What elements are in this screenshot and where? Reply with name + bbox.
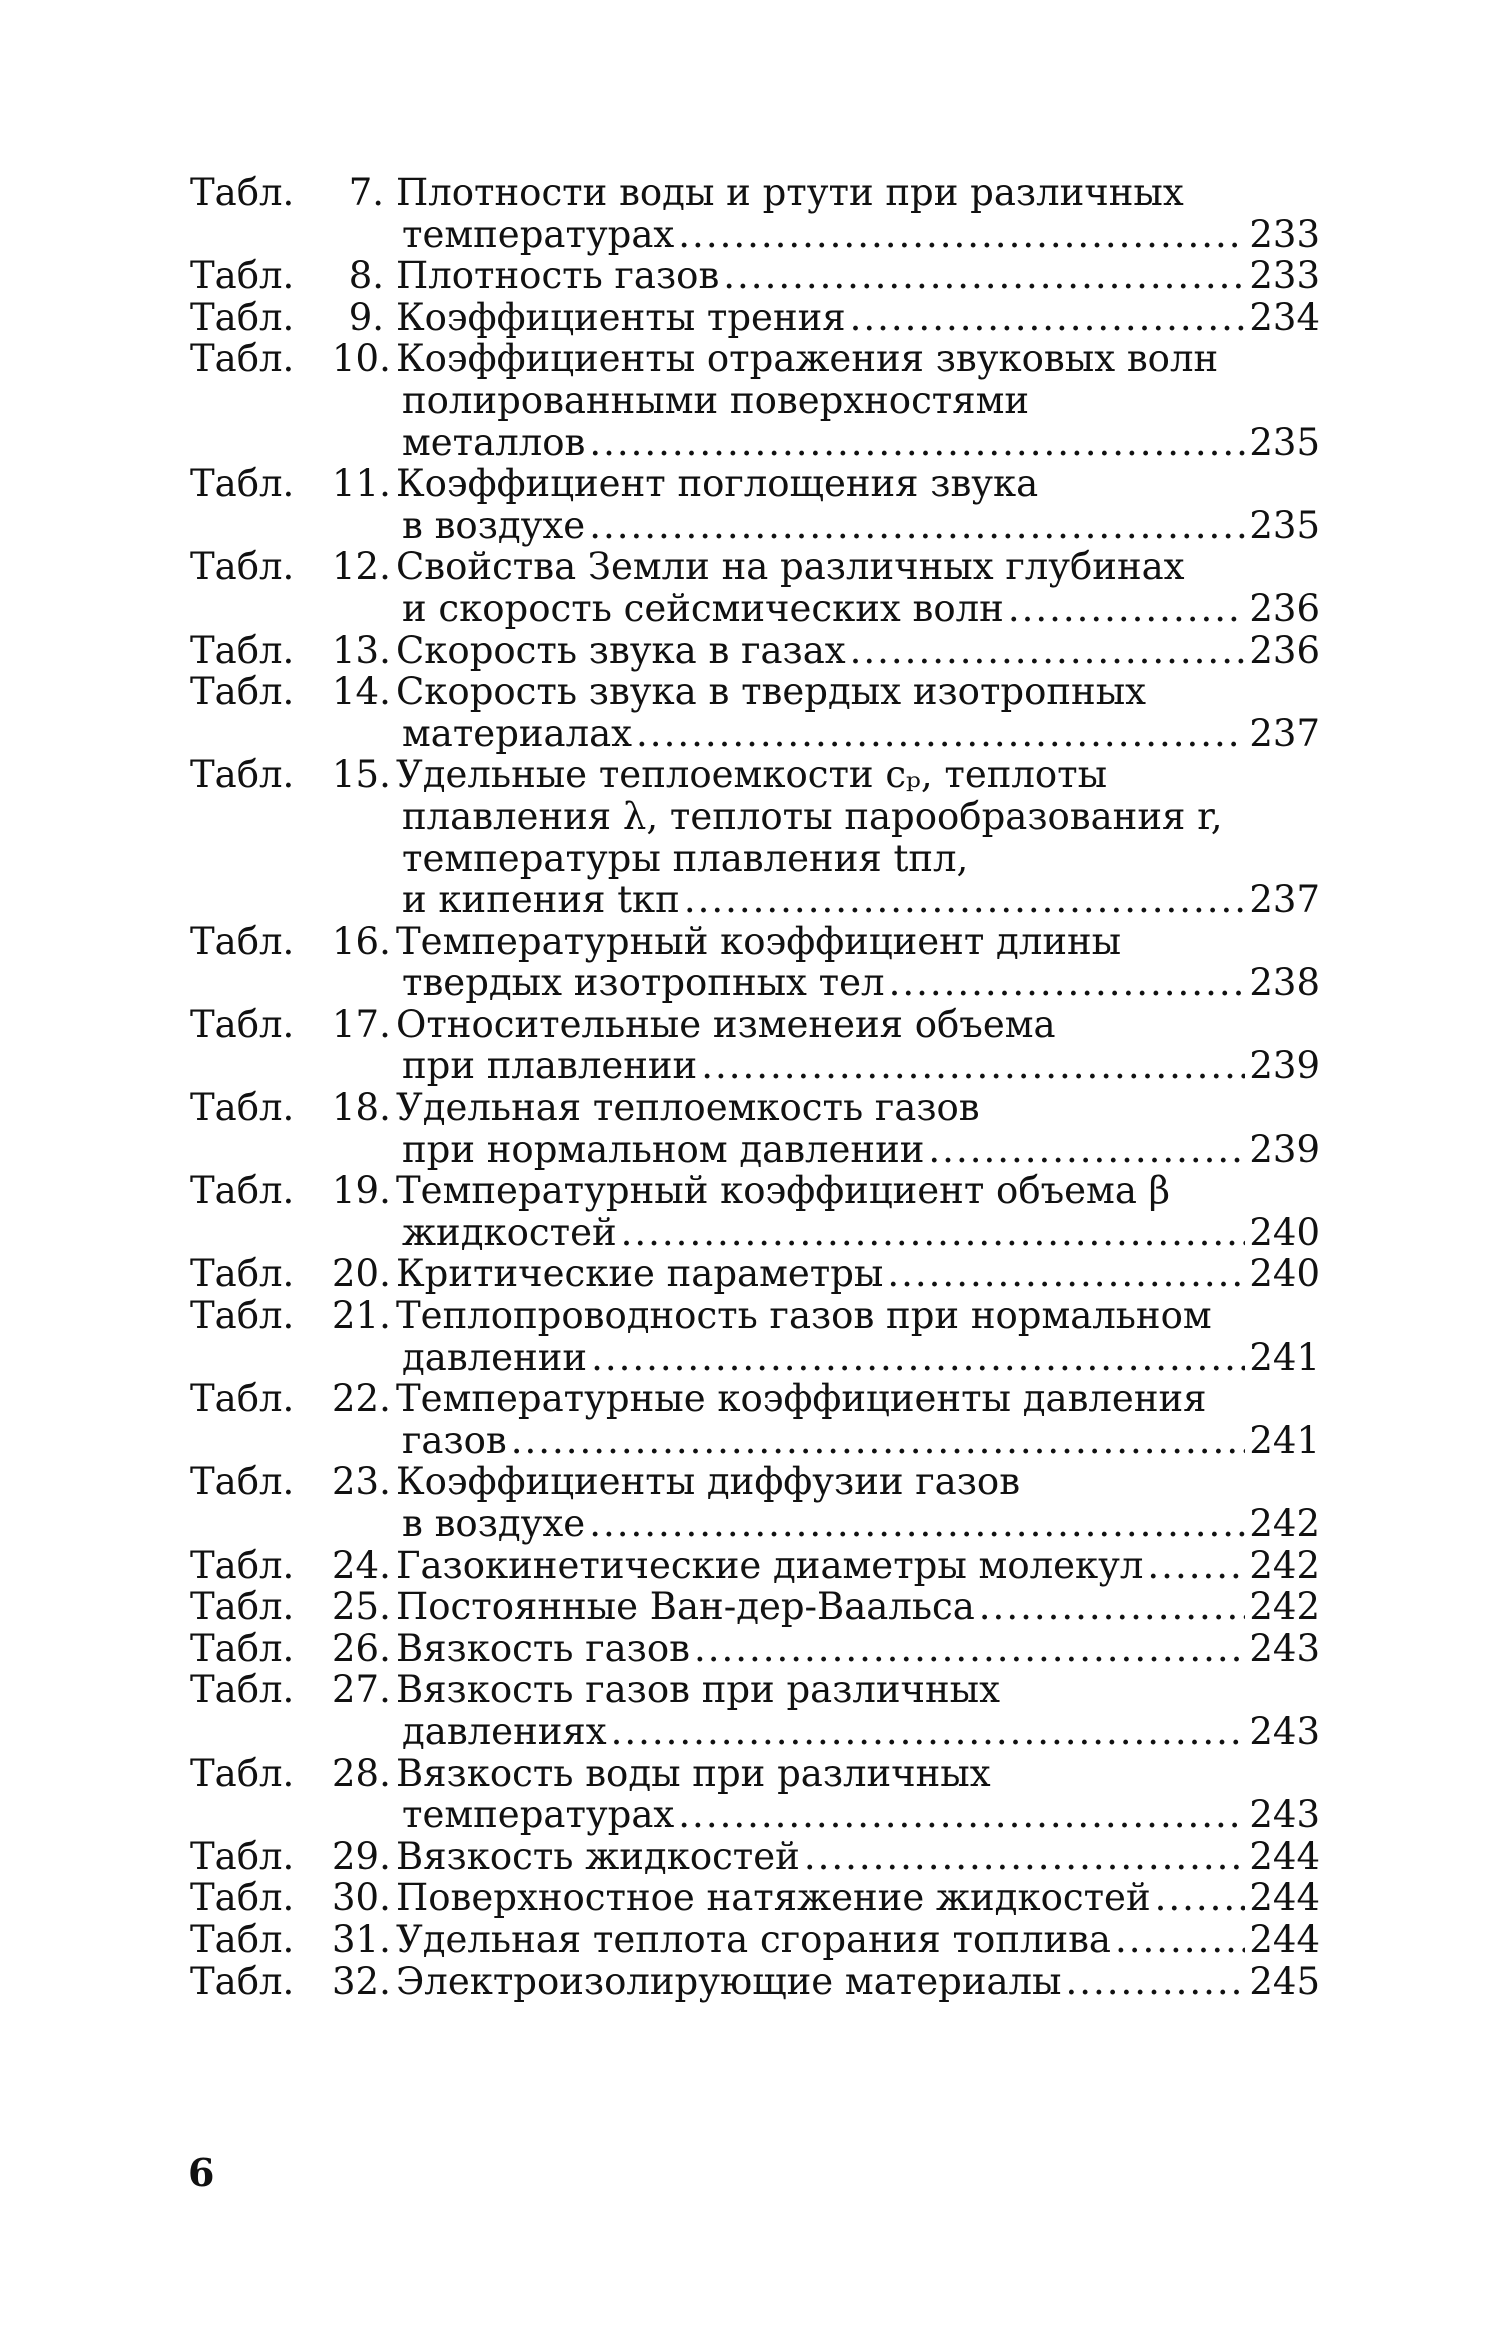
toc-entry[interactable] bbox=[190, 921, 1320, 1004]
toc-entry[interactable] bbox=[190, 1586, 1320, 1628]
toc-entry[interactable] bbox=[190, 1295, 1320, 1378]
dot-leader bbox=[589, 1503, 1245, 1545]
entry-body bbox=[396, 1586, 1320, 1628]
entry-last-line bbox=[396, 214, 1320, 256]
toc-entry[interactable] bbox=[190, 1170, 1320, 1253]
entry-label: Табл. bbox=[190, 545, 295, 589]
entry-last-line bbox=[396, 1545, 1320, 1587]
entry-label: Табл. bbox=[190, 1460, 295, 1504]
entry-page: 240 bbox=[1249, 1210, 1320, 1254]
entry-body bbox=[396, 671, 1320, 754]
entry-number: 16. bbox=[332, 919, 391, 963]
toc-entry[interactable] bbox=[190, 1669, 1320, 1752]
dot-leader bbox=[1008, 588, 1246, 630]
entry-title-line: Температурный коэффициент длины bbox=[396, 919, 1122, 963]
toc-entry[interactable] bbox=[190, 546, 1320, 629]
toc-entry[interactable] bbox=[190, 1877, 1320, 1919]
entry-page: 236 bbox=[1249, 628, 1320, 672]
entry-label: Табл. bbox=[190, 670, 295, 714]
dot-leader bbox=[589, 505, 1245, 547]
entry-body bbox=[396, 172, 1320, 255]
entry-body bbox=[396, 754, 1320, 920]
entry-label: Табл. bbox=[190, 462, 295, 506]
entry-body bbox=[396, 921, 1320, 1004]
toc-entry[interactable] bbox=[190, 255, 1320, 297]
entry-title-line: давлении bbox=[402, 1335, 588, 1379]
entry-body bbox=[396, 1836, 1320, 1878]
entry-number: 25. bbox=[332, 1585, 391, 1629]
entry-number: 9. bbox=[348, 295, 384, 339]
entry-page: 243 bbox=[1249, 1709, 1320, 1753]
entry-number: 8. bbox=[348, 254, 384, 298]
entry-number: 32. bbox=[332, 1959, 391, 2003]
dot-leader bbox=[694, 1628, 1245, 1670]
entry-last-line bbox=[396, 1794, 1320, 1836]
entry-title-line: газов bbox=[402, 1418, 507, 1462]
entry-last-line bbox=[396, 630, 1320, 672]
entry-number: 14. bbox=[332, 670, 391, 714]
page-number: 6 bbox=[188, 2150, 215, 2195]
entry-label: Табл. bbox=[190, 254, 295, 298]
dot-leader bbox=[1066, 1961, 1246, 2003]
entry-number: 15. bbox=[332, 753, 391, 797]
entry-page: 235 bbox=[1249, 420, 1320, 464]
toc-entry[interactable] bbox=[190, 1961, 1320, 2003]
entry-page: 242 bbox=[1249, 1585, 1320, 1629]
entry-label: Табл. bbox=[190, 1252, 295, 1296]
entry-title-line: Поверхностное натяжение жидкостей bbox=[396, 1876, 1151, 1920]
dot-leader bbox=[636, 713, 1245, 755]
entry-title-line: Коэффициенты трения bbox=[396, 295, 846, 339]
entry-page: 241 bbox=[1249, 1418, 1320, 1462]
entry-label: Табл. bbox=[190, 295, 295, 339]
entry-label: Табл. bbox=[190, 1377, 295, 1421]
entry-title-line: Свойства Земли на различных глубинах bbox=[396, 545, 1185, 589]
entry-number: 13. bbox=[332, 628, 391, 672]
entry-label: Табл. bbox=[190, 1917, 295, 1961]
table-of-contents bbox=[190, 172, 1320, 2002]
entry-title-line: в воздухе bbox=[402, 1502, 586, 1545]
dot-leader bbox=[804, 1836, 1246, 1878]
entry-number: 23. bbox=[332, 1460, 391, 1504]
entry-body bbox=[396, 1087, 1320, 1170]
entry-body bbox=[396, 1378, 1320, 1461]
entry-page: 239 bbox=[1249, 1044, 1320, 1088]
entry-last-line bbox=[396, 1586, 1320, 1628]
entry-title-line: и скорость сейсмических волн bbox=[402, 586, 1004, 630]
entry-number: 24. bbox=[332, 1543, 391, 1587]
entry-title-line: Скорость звука в твердых изотропных bbox=[396, 670, 1147, 714]
dot-leader bbox=[621, 1212, 1246, 1254]
toc-entry[interactable] bbox=[190, 1087, 1320, 1170]
entry-title-line: Коэффициенты отражения звуковых волн bbox=[396, 337, 1219, 381]
entry-last-line bbox=[396, 505, 1320, 547]
entry-title-line: Удельная теплоемкость газов bbox=[396, 1086, 980, 1130]
dot-leader bbox=[589, 422, 1245, 464]
entry-body bbox=[396, 297, 1320, 339]
entry-number: 31. bbox=[332, 1917, 391, 1961]
entry-page: 242 bbox=[1249, 1502, 1320, 1545]
toc-entry[interactable] bbox=[190, 1836, 1320, 1878]
entry-body bbox=[396, 630, 1320, 672]
toc-entry[interactable] bbox=[190, 1461, 1320, 1544]
entry-number: 29. bbox=[332, 1834, 391, 1878]
entry-last-line bbox=[396, 588, 1320, 630]
entry-title-line: при плавлении bbox=[402, 1044, 698, 1088]
entry-number: 27. bbox=[332, 1668, 391, 1712]
entry-title-line: Плотность газов bbox=[396, 254, 720, 298]
entry-label: Табл. bbox=[190, 1834, 295, 1878]
entry-page: 243 bbox=[1249, 1626, 1320, 1670]
entry-last-line bbox=[396, 879, 1320, 921]
entry-title-line: твердых изотропных тел bbox=[402, 961, 885, 1005]
entry-body bbox=[396, 1545, 1320, 1587]
entry-number: 30. bbox=[332, 1876, 391, 1920]
entry-title-line: Скорость звука в газах bbox=[396, 628, 846, 672]
entry-label: Табл. bbox=[190, 1876, 295, 1920]
dot-leader bbox=[928, 1129, 1245, 1171]
entry-last-line bbox=[396, 1337, 1320, 1379]
entry-title-line: температурах bbox=[402, 212, 675, 256]
entry-number: 22. bbox=[332, 1377, 391, 1421]
entry-page: 244 bbox=[1249, 1834, 1320, 1878]
dot-leader bbox=[701, 1045, 1245, 1087]
entry-label: Табл. bbox=[190, 1751, 295, 1795]
toc-entry[interactable] bbox=[190, 1545, 1320, 1587]
entry-title-line: Теплопроводность газов при нормальном bbox=[396, 1294, 1212, 1338]
entry-page: 244 bbox=[1249, 1917, 1320, 1961]
entry-title-line: Электроизолирующие материалы bbox=[396, 1959, 1062, 2003]
entry-body bbox=[396, 1877, 1320, 1919]
entry-body bbox=[396, 1295, 1320, 1378]
entry-body bbox=[396, 463, 1320, 546]
entry-last-line bbox=[396, 1503, 1320, 1545]
entry-last-line bbox=[396, 1961, 1320, 2003]
entry-title-line: жидкостей bbox=[402, 1210, 617, 1254]
toc-entry[interactable] bbox=[190, 463, 1320, 546]
entry-last-line bbox=[396, 1045, 1320, 1087]
entry-body bbox=[396, 255, 1320, 297]
entry-number: 17. bbox=[332, 1002, 391, 1046]
entry-body bbox=[396, 1961, 1320, 2003]
entry-title-line: и кипения tкп bbox=[402, 878, 680, 922]
entry-page: 240 bbox=[1249, 1252, 1320, 1296]
entry-label: Табл. bbox=[190, 1294, 295, 1338]
entry-label: Табл. bbox=[190, 1668, 295, 1712]
toc-entry[interactable] bbox=[190, 297, 1320, 339]
entry-last-line bbox=[396, 1836, 1320, 1878]
dot-leader bbox=[887, 1253, 1245, 1295]
entry-number: 18. bbox=[332, 1086, 391, 1130]
entry-page: 237 bbox=[1249, 711, 1320, 755]
entry-page: 238 bbox=[1249, 961, 1320, 1005]
entry-last-line bbox=[396, 422, 1320, 464]
dot-leader bbox=[1115, 1919, 1245, 1961]
dot-leader bbox=[678, 1794, 1245, 1836]
entry-title-line: Газокинетические диаметры молекул bbox=[396, 1543, 1144, 1587]
entry-title-line: давлениях bbox=[402, 1709, 607, 1753]
entry-label: Табл. bbox=[190, 1585, 295, 1629]
entry-last-line bbox=[396, 1711, 1320, 1753]
toc-entry[interactable] bbox=[190, 1253, 1320, 1295]
entry-title-line: Вязкость воды при различных bbox=[396, 1751, 991, 1795]
entry-label: Табл. bbox=[190, 337, 295, 381]
entry-title-line: Коэффициент поглощения звука bbox=[396, 462, 1039, 506]
entry-title-line: температуры плавления tпл, bbox=[402, 836, 969, 880]
entry-title-line: металлов bbox=[402, 420, 586, 464]
dot-leader bbox=[889, 962, 1246, 1004]
entry-title-line: в воздухе bbox=[402, 503, 586, 547]
entry-body bbox=[396, 1919, 1320, 1961]
entry-title-line: Удельная теплота сгорания топлива bbox=[396, 1917, 1111, 1961]
entry-title-line: Относительные изменеия объема bbox=[396, 1002, 1056, 1046]
dot-leader bbox=[850, 630, 1246, 672]
entry-title-line: Постоянные Ван-дер-Ваальса bbox=[396, 1585, 975, 1629]
entry-label: Табл. bbox=[190, 1626, 295, 1670]
dot-leader bbox=[1155, 1877, 1246, 1919]
entry-page: 242 bbox=[1249, 1543, 1320, 1587]
dot-leader bbox=[850, 297, 1246, 339]
entry-number: 21. bbox=[332, 1294, 391, 1338]
entry-label: Табл. bbox=[190, 1543, 295, 1587]
entry-title-line: материалах bbox=[402, 711, 633, 755]
entry-last-line bbox=[396, 297, 1320, 339]
entry-number: 10. bbox=[332, 337, 391, 381]
entry-title-line: Критические параметры bbox=[396, 1252, 884, 1296]
entry-page: 244 bbox=[1249, 1876, 1320, 1920]
toc-entry[interactable] bbox=[190, 671, 1320, 754]
toc-entry[interactable] bbox=[190, 1004, 1320, 1087]
entry-page: 234 bbox=[1249, 295, 1320, 339]
toc-entry[interactable] bbox=[190, 754, 1320, 920]
entry-body bbox=[396, 1753, 1320, 1836]
dot-leader bbox=[611, 1711, 1246, 1753]
toc-entry[interactable] bbox=[190, 1378, 1320, 1461]
toc-entry[interactable] bbox=[190, 338, 1320, 463]
entry-page: 237 bbox=[1249, 878, 1320, 922]
entry-page: 245 bbox=[1249, 1959, 1320, 2003]
entry-last-line bbox=[396, 962, 1320, 1004]
entry-last-line bbox=[396, 1877, 1320, 1919]
entry-page: 233 bbox=[1249, 212, 1320, 256]
toc-entry[interactable] bbox=[190, 1919, 1320, 1961]
entry-body bbox=[396, 1461, 1320, 1544]
entry-body bbox=[396, 1004, 1320, 1087]
entry-last-line bbox=[396, 713, 1320, 755]
entry-last-line bbox=[396, 1212, 1320, 1254]
entry-body bbox=[396, 1628, 1320, 1670]
entry-page: 241 bbox=[1249, 1335, 1320, 1379]
entry-label: Табл. bbox=[190, 1002, 295, 1046]
toc-entry[interactable] bbox=[190, 1628, 1320, 1670]
entry-page: 233 bbox=[1249, 254, 1320, 298]
entry-last-line bbox=[396, 1420, 1320, 1462]
entry-last-line bbox=[396, 1129, 1320, 1171]
dot-leader bbox=[511, 1420, 1246, 1462]
entry-number: 28. bbox=[332, 1751, 391, 1795]
entry-label: Табл. bbox=[190, 753, 295, 797]
entry-title-line: плавления λ, теплоты парообразования r, bbox=[402, 794, 1223, 838]
entry-number: 12. bbox=[332, 545, 391, 589]
entry-title-line: при нормальном давлении bbox=[402, 1127, 925, 1171]
entry-last-line bbox=[396, 1919, 1320, 1961]
dot-leader bbox=[723, 255, 1245, 297]
entry-title-line: Плотности воды и ртути при различных bbox=[396, 171, 1184, 214]
entry-label: Табл. bbox=[190, 919, 295, 963]
entry-label: Табл. bbox=[190, 1959, 295, 2003]
entry-title-line: Вязкость газов bbox=[396, 1626, 690, 1670]
entry-last-line bbox=[396, 255, 1320, 297]
entry-body bbox=[396, 546, 1320, 629]
entry-label: Табл. bbox=[190, 171, 295, 214]
entry-number: 26. bbox=[332, 1626, 391, 1670]
entry-number: 7. bbox=[348, 171, 384, 214]
entry-title-line: Вязкость газов при различных bbox=[396, 1668, 1000, 1712]
toc-entry[interactable] bbox=[190, 1753, 1320, 1836]
entry-page: 243 bbox=[1249, 1793, 1320, 1837]
dot-leader bbox=[684, 879, 1246, 921]
entry-title-line: температурах bbox=[402, 1793, 675, 1837]
entry-last-line bbox=[396, 1253, 1320, 1295]
entry-number: 20. bbox=[332, 1252, 391, 1296]
entry-number: 19. bbox=[332, 1169, 391, 1213]
entry-body bbox=[396, 1253, 1320, 1295]
entry-title-line: Температурный коэффициент объема β bbox=[396, 1169, 1171, 1213]
entry-body bbox=[396, 1170, 1320, 1253]
entry-page: 239 bbox=[1249, 1127, 1320, 1171]
entry-title-line: Удельные теплоемкости cₚ, теплоты bbox=[396, 753, 1108, 797]
dot-leader bbox=[591, 1337, 1245, 1379]
entry-body bbox=[396, 1669, 1320, 1752]
entry-label: Табл. bbox=[190, 628, 295, 672]
entry-label: Табл. bbox=[190, 1086, 295, 1130]
dot-leader bbox=[678, 214, 1245, 256]
entry-page: 236 bbox=[1249, 586, 1320, 630]
entry-body bbox=[396, 338, 1320, 463]
entry-title-line: Температурные коэффициенты давления bbox=[396, 1377, 1207, 1421]
dot-leader bbox=[979, 1586, 1246, 1628]
entry-number: 11. bbox=[332, 462, 391, 506]
entry-page: 235 bbox=[1249, 503, 1320, 547]
entry-title-line: полированными поверхностями bbox=[402, 378, 1030, 422]
entry-title-line: Вязкость жидкостей bbox=[396, 1834, 800, 1878]
entry-label: Табл. bbox=[190, 1169, 295, 1213]
entry-last-line bbox=[396, 1628, 1320, 1670]
entry-title-line: Коэффициенты диффузии газов bbox=[396, 1460, 1021, 1504]
toc-entry[interactable] bbox=[190, 172, 1320, 255]
dot-leader bbox=[1147, 1545, 1245, 1587]
toc-entry[interactable] bbox=[190, 630, 1320, 672]
